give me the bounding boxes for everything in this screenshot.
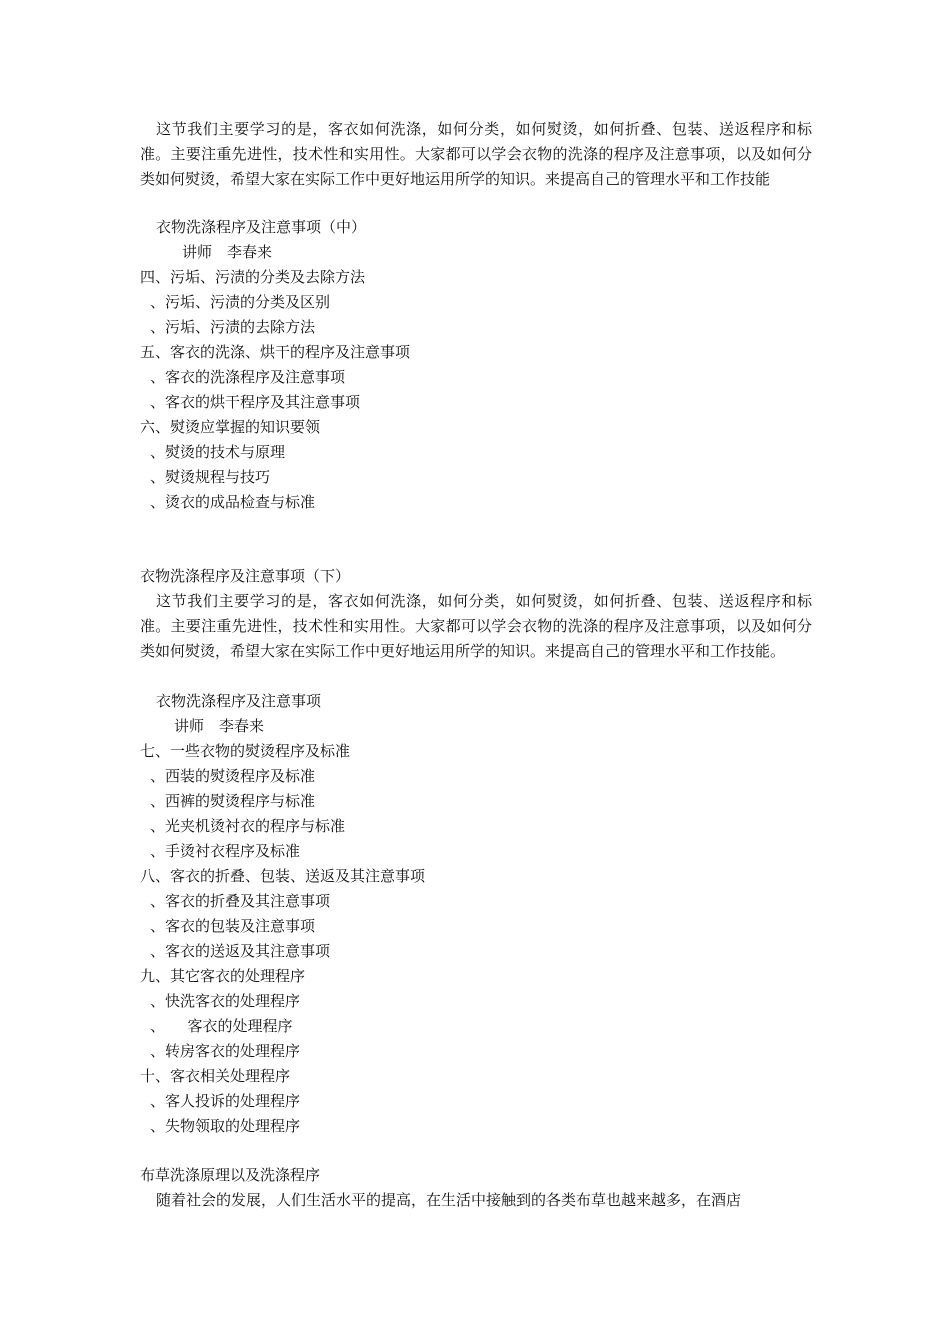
outline-heading: 五、客衣的洗涤、烘干的程序及注意事项 bbox=[140, 343, 411, 361]
outline-item: 、客衣的折叠及其注意事项 bbox=[150, 892, 331, 910]
outline-item: 、熨烫规程与技巧 bbox=[150, 468, 271, 486]
outline-item: 、西装的熨烫程序及标准 bbox=[150, 767, 316, 785]
outline-heading: 七、一些衣物的熨烫程序及标准 bbox=[140, 742, 351, 760]
outline-item: 、污垢、污渍的去除方法 bbox=[150, 318, 316, 336]
course-title-mid: 衣物洗涤程序及注意事项（中） bbox=[156, 218, 367, 236]
outline-heading: 八、客衣的折叠、包装、送返及其注意事项 bbox=[140, 867, 426, 885]
outline-item: 、光夹机烫衬衣的程序与标准 bbox=[150, 817, 346, 835]
outline-item: 、西裤的熨烫程序与标准 bbox=[150, 792, 316, 810]
outline-heading: 六、熨烫应掌握的知识要领 bbox=[140, 418, 321, 436]
linen-intro-text: 随着社会的发展，人们生活水平的提高，在生活中接触到的各类布草也越来越多，在酒店 bbox=[156, 1191, 742, 1209]
outline-heading: 九、其它客衣的处理程序 bbox=[140, 967, 306, 985]
outline-item: 、客衣的送返及其注意事项 bbox=[150, 942, 331, 960]
outline-item: 、客衣的洗涤程序及注意事项 bbox=[150, 368, 346, 386]
lecturer-mid: 讲师 李春来 bbox=[182, 243, 273, 261]
outline-item: 、客衣的包装及注意事项 bbox=[150, 917, 316, 935]
outline-item: 、污垢、污渍的分类及区别 bbox=[150, 293, 331, 311]
outline-item: 、客人投诉的处理程序 bbox=[150, 1092, 301, 1110]
outline-heading: 十、客衣相关处理程序 bbox=[140, 1067, 291, 1085]
intro-text-low: 这节我们主要学习的是，客衣如何洗涤，如何分类，如何熨烫，如何折叠、包装、送返程序和标准。主要注重先进性，技术性和实用性。大家都可以学会衣物的洗涤的程序及注意事项，以及如何分类如何熨烫，希望大家在实际工作中更好地运用所学的知识。来提高自己的管理水平和工作技能。 bbox=[140, 592, 812, 660]
outline-item: 、 客衣的处理程序 bbox=[150, 1017, 293, 1035]
outline-item: 、手烫衬衣程序及标准 bbox=[150, 842, 301, 860]
section-heading-linen: 布草洗涤原理以及洗涤程序 bbox=[140, 1166, 321, 1184]
outline-item: 、烫衣的成品检查与标准 bbox=[150, 493, 316, 511]
lecturer-low: 讲师 李春来 bbox=[174, 717, 265, 735]
outline-item: 、熨烫的技术与原理 bbox=[150, 443, 286, 461]
intro-paragraph-mid bbox=[140, 117, 812, 192]
outline-item: 、快洗客衣的处理程序 bbox=[150, 992, 301, 1010]
course-title-low: 衣物洗涤程序及注意事项 bbox=[156, 692, 322, 710]
section-heading-low: 衣物洗涤程序及注意事项（下） bbox=[140, 567, 351, 585]
intro-paragraph-low bbox=[140, 589, 812, 664]
outline-item: 、客衣的烘干程序及其注意事项 bbox=[150, 393, 361, 411]
intro-text-mid: 这节我们主要学习的是，客衣如何洗涤，如何分类，如何熨烫，如何折叠、包装、送返程序和标准。主要注重先进性，技术性和实用性。大家都可以学会衣物的洗涤的程序及注意事项，以及如何分类如何熨烫，希望大家在实际工作中更好地运用所学的知识。来提高自己的管理水平和工作技能 bbox=[140, 120, 812, 188]
outline-heading: 四、污垢、污渍的分类及去除方法 bbox=[140, 268, 366, 286]
outline-item: 、失物领取的处理程序 bbox=[150, 1117, 301, 1135]
outline-item: 、转房客衣的处理程序 bbox=[150, 1042, 301, 1060]
